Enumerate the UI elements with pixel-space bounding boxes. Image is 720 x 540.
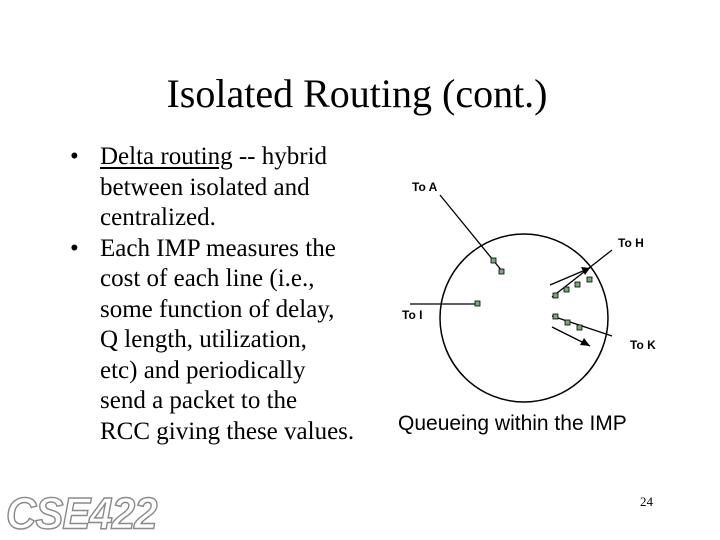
label-to-a: To A (412, 180, 438, 194)
label-to-i: To I (402, 308, 423, 322)
queue-packet (575, 282, 580, 287)
bullet-line: some function of delay, (100, 295, 335, 323)
delta-routing-term: Delta routing (100, 143, 233, 170)
bullet-line: Delta routing -- hybrid (100, 143, 328, 170)
queue-packet (564, 287, 569, 292)
page-number: 24 (640, 494, 653, 509)
bullet-line: etc) and periodically (100, 356, 306, 384)
diagram-caption: Queueing within the IMP (398, 412, 627, 435)
bullet-line: Q length, utilization, (100, 326, 307, 353)
queue-packet (491, 258, 496, 263)
queue-packet (553, 314, 558, 319)
bullet-line: RCC giving these values. (100, 417, 355, 445)
imp-circle (440, 234, 608, 402)
queue-packet (577, 325, 582, 330)
queue-packet (565, 320, 570, 325)
slide-title: Isolated Routing (cont.) (166, 71, 548, 116)
bullet-line: centralized. (100, 204, 216, 231)
bullet-marker: • (70, 143, 79, 170)
queue-packet (499, 269, 504, 274)
bullet-line: between isolated and (100, 173, 310, 201)
bullet-line: send a packet to the (100, 387, 298, 414)
course-logo: CSE422 (6, 488, 157, 539)
queue-packet (553, 293, 558, 298)
bullet-line: Each IMP measures the (100, 234, 336, 262)
bullet-marker: • (70, 234, 79, 262)
label-to-h: To H (618, 236, 644, 250)
queue-packet (587, 277, 592, 282)
bullet-line: cost of each line (i.e., (100, 265, 315, 292)
label-to-k: To K (630, 338, 656, 352)
queue-packet (475, 301, 480, 306)
